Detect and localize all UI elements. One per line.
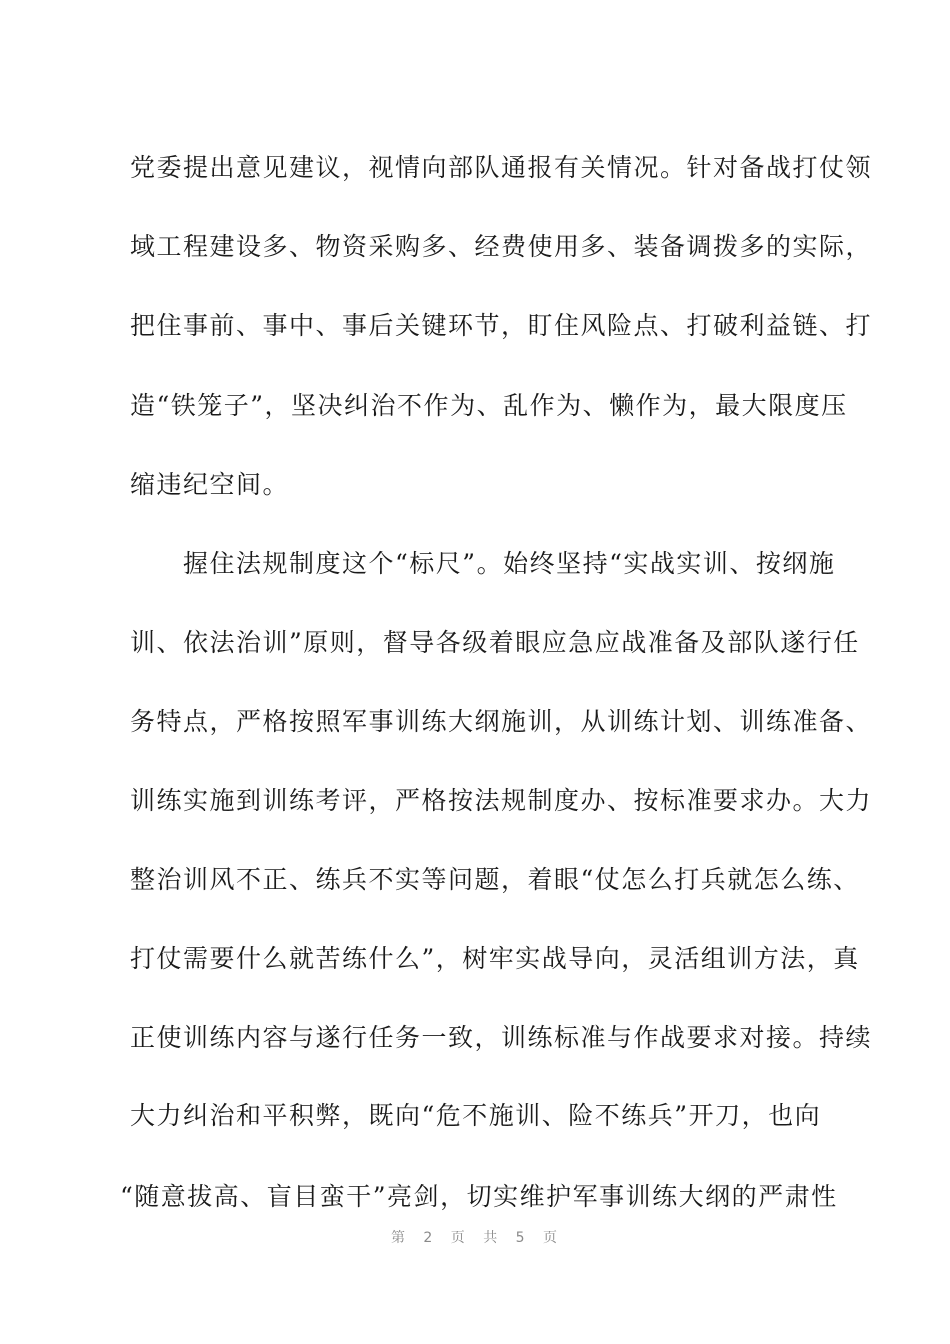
text-line: 务特点，严格按照军事训练大纲施训，从训练计划、训练准备、 — [130, 707, 873, 736]
text-line: 缩违纪空间。 — [130, 470, 290, 499]
text-line: 握住法规制度这个“标尺”。始终坚持“实战实训、按纲施 — [130, 549, 836, 578]
text-line: 党委提出意见建议，视情向部队通报有关情况。针对备战打仗领 — [130, 153, 873, 182]
text-line: 训、依法治训”原则，督导各级着眼应急应战准备及部队遂行任 — [130, 628, 860, 657]
page-number-footer: 第 2 页 共 5 页 — [390, 1230, 560, 1246]
text-line: “随意拔高、盲目蛮干”亮剑，切实维护军事训练大纲的严肃性 — [120, 1182, 838, 1211]
text-line: 造“铁笼子”，坚决纠治不作为、乱作为、懒作为，最大限度压 — [130, 391, 848, 420]
text-line: 大力纠治和平积弊，既向“危不施训、险不练兵”开刀，也向 — [130, 1101, 822, 1130]
text-line: 训练实施到训练考评，严格按法规制度办、按标准要求办。大力 — [130, 786, 873, 815]
text-line: 把住事前、事中、事后关键环节，盯住风险点、打破利益链、打 — [130, 311, 873, 340]
text-line: 打仗需要什么就苦练什么”，树牢实战导向，灵活组训方法，真 — [130, 944, 860, 973]
text-line: 正使训练内容与遂行任务一致，训练标准与作战要求对接。持续 — [130, 1023, 873, 1052]
text-line: 整治训风不正、练兵不实等问题，着眼“仗怎么打兵就怎么练、 — [130, 865, 860, 894]
text-line: 域工程建设多、物资采购多、经费使用多、装备调拨多的实际， — [130, 232, 873, 261]
